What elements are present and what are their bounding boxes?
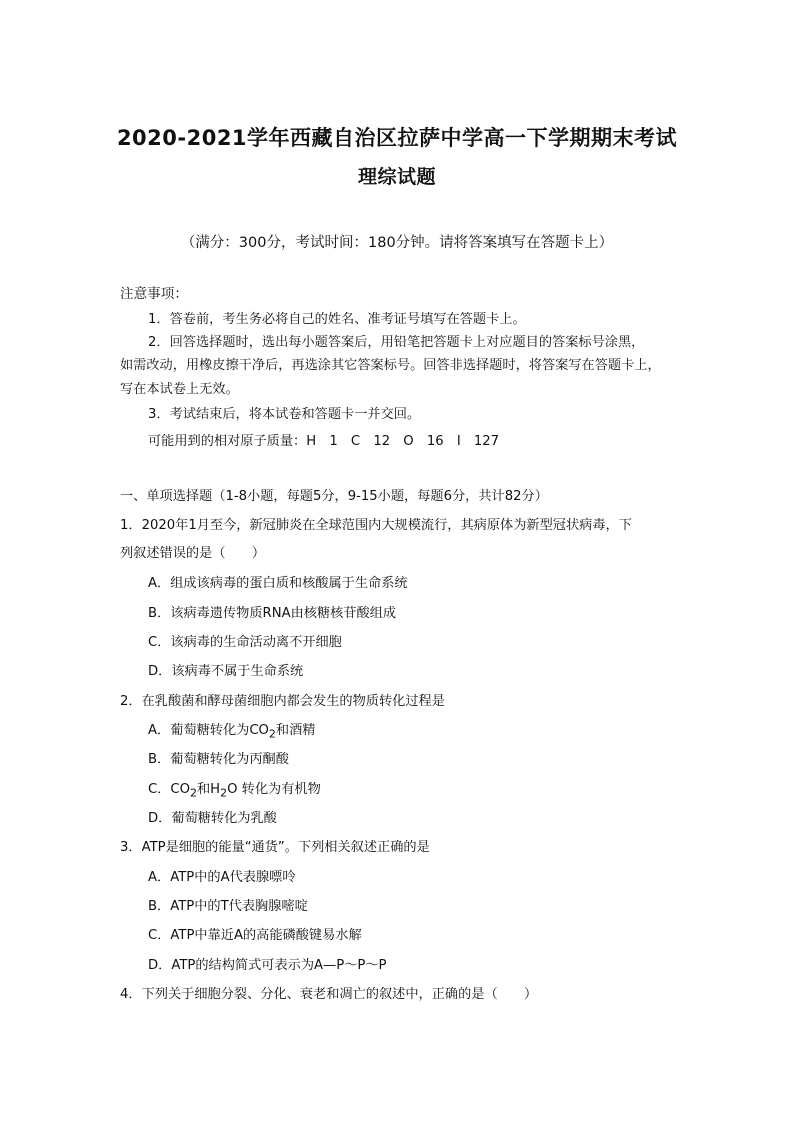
option-text: C．CO xyxy=(148,782,190,797)
option-text: O 转化为有机物 xyxy=(227,782,321,797)
question-3-option-a: A．ATP中的A代表腺嘌呤 xyxy=(148,870,296,885)
question-1-stem-line-2: 列叙述错误的是（ ） xyxy=(120,546,266,561)
exam-info: （满分：300分，考试时间：180分钟。请将答案填写在答题卡上） xyxy=(180,235,614,251)
question-3-option-b: B．ATP中的T代表胸腺嘧啶 xyxy=(148,899,308,914)
note-item-2-line-1: 2．回答选择题时，选出每小题答案后，用铅笔把答题卡上对应题目的答案标号涂黑， xyxy=(148,335,645,350)
question-4-stem: 4．下列关于细胞分裂、分化、衰老和凋亡的叙述中，正确的是（ ） xyxy=(120,987,538,1002)
note-item-3: 3．考试结束后，将本试卷和答题卡一并交回。 xyxy=(148,407,421,422)
question-2-stem: 2．在乳酸菌和酵母菌细胞内都会发生的物质转化过程是 xyxy=(120,694,445,709)
question-2-option-d: D．葡萄糖转化为乳酸 xyxy=(148,811,277,826)
option-text: A．葡萄糖转化为CO xyxy=(148,723,269,738)
question-1-option-d: D．该病毒不属于生命系统 xyxy=(148,664,304,679)
question-3-option-d: D．ATP的结构简式可表示为A—P～P～P xyxy=(148,958,387,973)
option-text: 和酒精 xyxy=(275,723,316,738)
question-3-stem: 3．ATP是细胞的能量“通货”。下列相关叙述正确的是 xyxy=(120,840,430,855)
page-title: 2020-2021学年西藏自治区拉萨中学高一下学期期末考试 xyxy=(116,126,678,150)
option-text: 和H xyxy=(196,782,221,797)
notes-heading: 注意事项： xyxy=(120,286,188,302)
question-1-option-b: B．该病毒遗传物质RNA由核糖核苷酸组成 xyxy=(148,606,397,621)
note-item-2-line-2: 如需改动，用橡皮擦干净后，再选涂其它答案标号。回答非选择题时，将答案写在答题卡上， xyxy=(120,358,661,373)
question-1-option-a: A．组成该病毒的蛋白质和核酸属于生命系统 xyxy=(148,576,408,591)
page-subtitle-title: 理综试题 xyxy=(357,166,436,188)
question-3-option-c: C．ATP中靠近A的高能磷酸键易水解 xyxy=(148,928,362,943)
subscript: 2 xyxy=(189,786,197,800)
atomic-mass-note: 可能用到的相对原子质量：H 1 C 12 O 16 I 127 xyxy=(148,434,500,449)
subscript: 2 xyxy=(220,786,228,800)
question-2-option-a xyxy=(148,721,315,745)
section-heading: 一、单项选择题（1-8小题，每题5分，9-15小题，每题6分，共计82分） xyxy=(120,489,548,504)
question-1-stem-line-1: 1．2020年1月至今，新冠肺炎在全球范围内大规模流行，其病原体为新型冠状病毒，下 xyxy=(120,518,632,533)
note-item-2-line-3: 写在本试卷上无效。 xyxy=(120,382,239,397)
question-2-option-b: B．葡萄糖转化为丙酮酸 xyxy=(148,752,289,767)
question-2-option-c xyxy=(148,780,321,804)
question-1-option-c: C．该病毒的生命活动离不开细胞 xyxy=(148,635,342,650)
subscript: 2 xyxy=(268,727,276,741)
note-item-1: 1．答卷前，考生务必将自己的姓名、准考证号填写在答题卡上。 xyxy=(148,312,526,327)
